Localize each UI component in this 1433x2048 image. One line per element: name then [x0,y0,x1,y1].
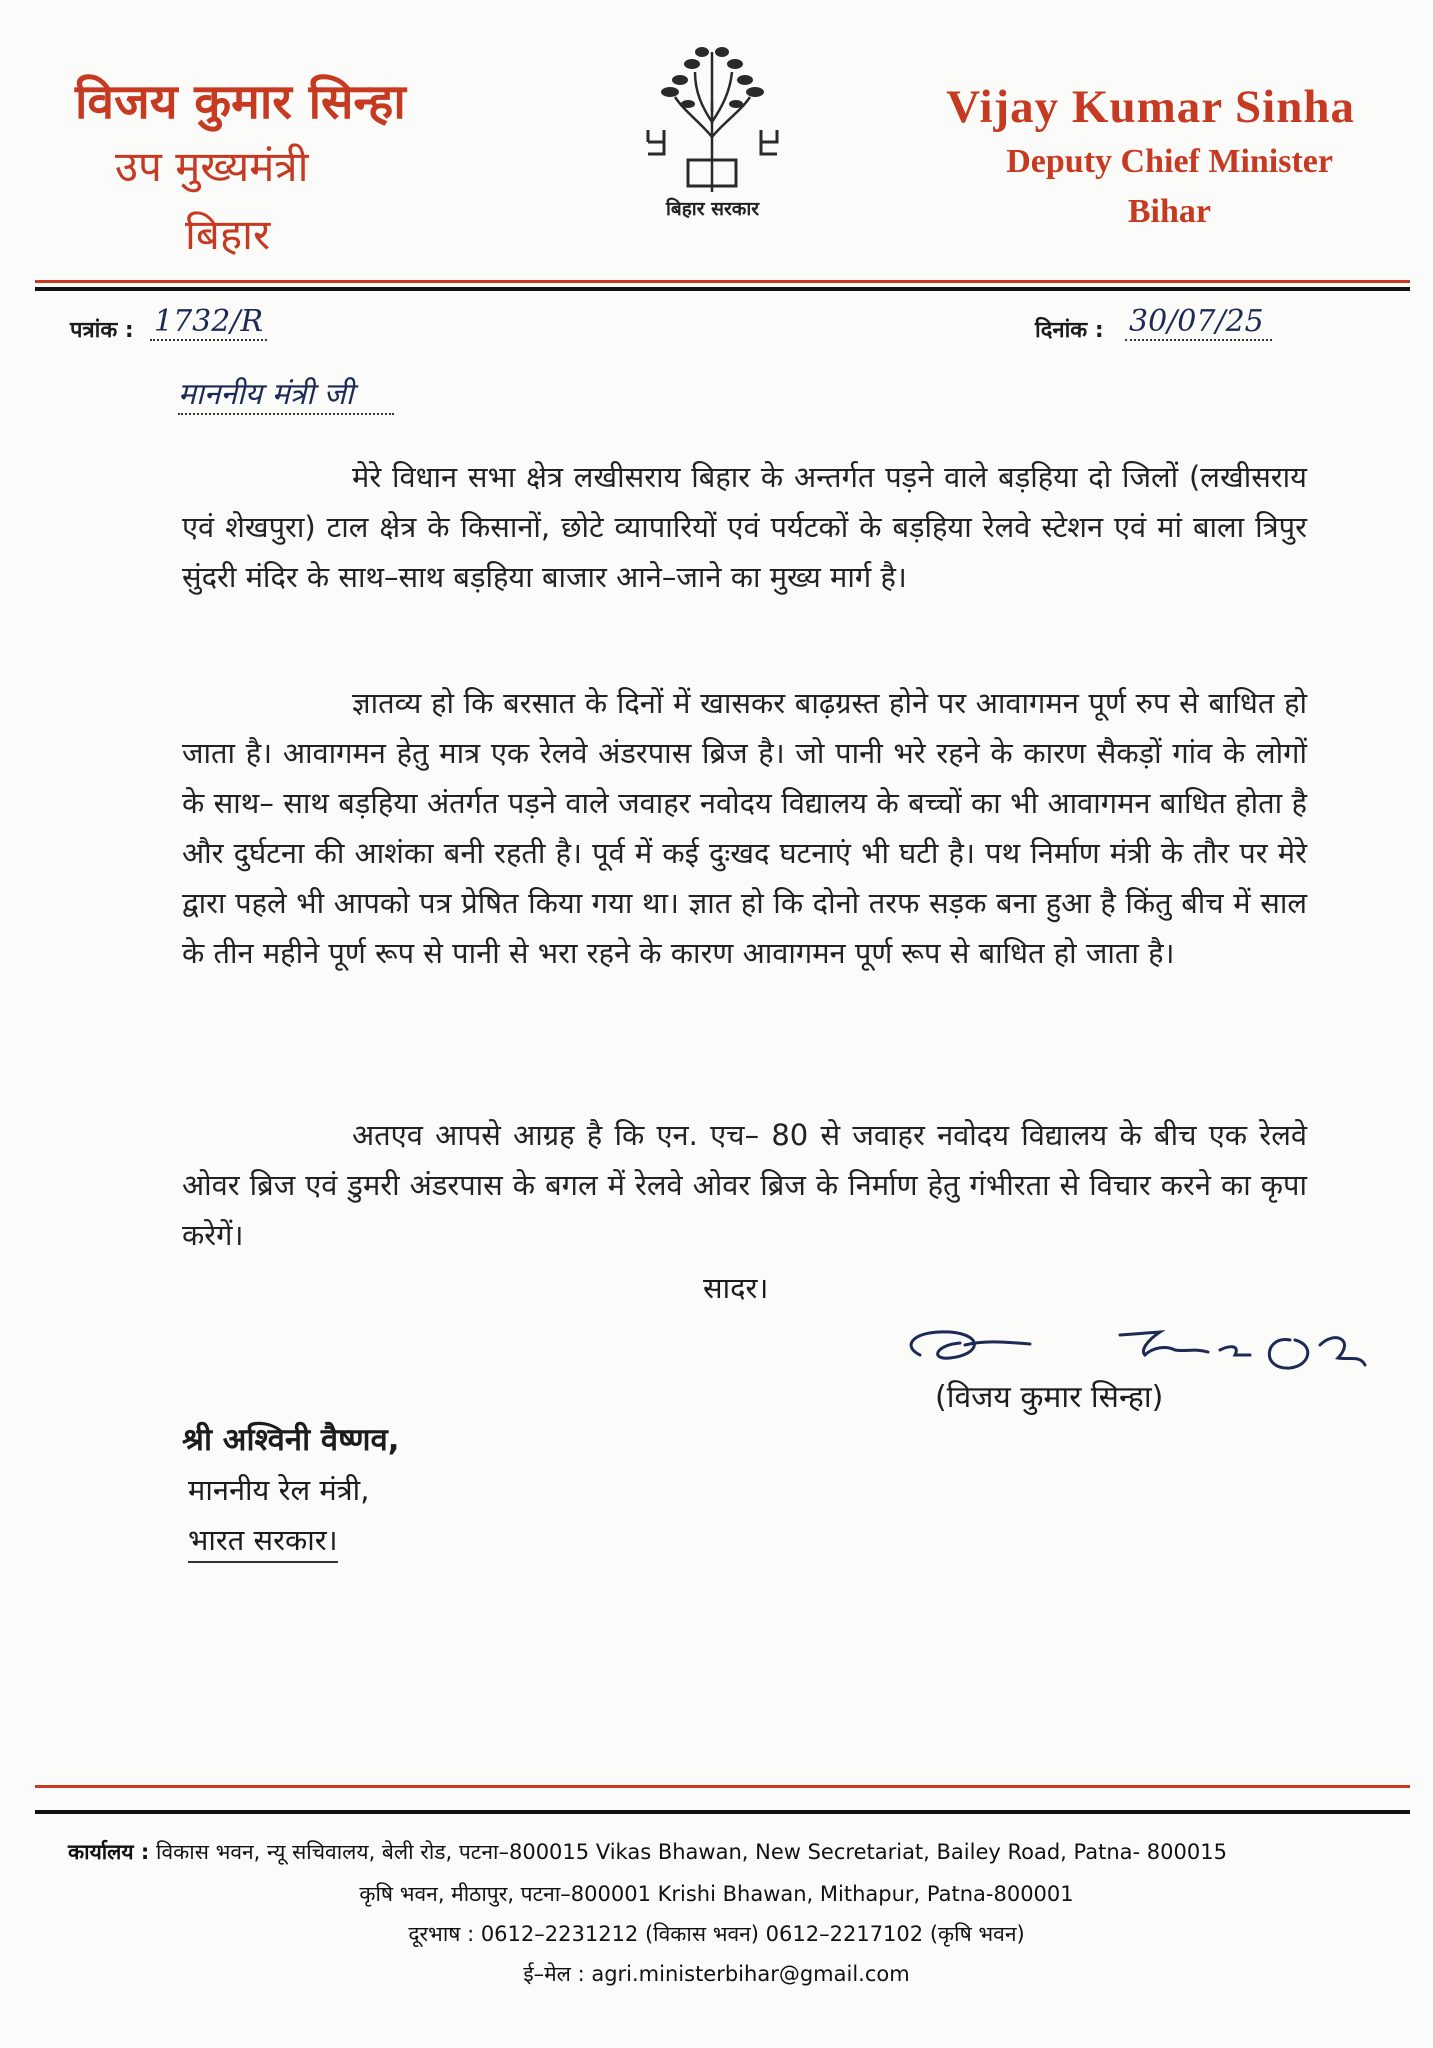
name-hindi: विजय कुमार सिन्हा [75,74,406,130]
emblem-caption: बिहार सरकार [665,198,760,220]
footer-office-address-1: विकास भवन, न्यू सचिवालय, बेली रोड, पटना–800015 Vikas Bhawan, New Secretariat, Bailey Road, Patna- 800015 [156,1840,1227,1864]
footer-office-line [68,1838,1227,1866]
recipient-designation: माननीय रेल मंत्री, [188,1473,370,1507]
ref-number: 1732/R [150,304,267,341]
header-divider-red [35,280,1410,283]
closing: सादर। [703,1271,769,1305]
body-paragraph-2: ज्ञातव्य हो कि बरसात के दिनों में खासकर बाढ़ग्रस्त होने पर आवागमन पूर्ण रुप से बाधित हो जाता है। आवागमन हेतु मात्र एक रेलवे अंडरपास ब्रिज है। जो पानी भरे रहने के कारण सैकड़ों गांव के लोगों के साथ– साथ बड़हिया अंतर्गत पड़ने वाले जवाहर नवोदय विद्यालय के बच्चों का भी आवागमन बाधित होता है और दुर्घटना की आशंका बनी रहती है। पूर्व में कई दुःखद घटनाएं भी घटी है। पथ निर्माण मंत्री के तौर पर मेरे द्वारा पहले भी आपको पत्र प्रेषित किया गया था। ज्ञात हो कि दोनो तरफ सड़क बना हुआ है किंतु बीच में साल के तीन महीने पूर्ण रूप से पानी से भरा रहने के कारण आवागमन पूर्ण रूप से बाधित हो जाता है। [182,686,1307,970]
footer-divider-black [35,1810,1410,1814]
signatory-name: (विजय कुमार सिन्हा) [935,1380,1164,1415]
salutation: माननीय मंत्री जी [178,372,394,415]
body-paragraph-3: अतएव आपसे आग्रह है कि एन. एच– 80 से जवाहर नवोदय विद्यालय के बीच एक रेलवे ओवर ब्रिज एवं डुमरी अंडरपास के बगल में रेलवे ओवर ब्रिज के निर्माण हेतु गंभीरता से विचार करने का कृपा करेगें। [182,1118,1307,1252]
date-value: 30/07/25 [1125,304,1272,341]
ref-label: पत्रांक : [70,318,134,343]
footer-office-label: कार्यालय : [68,1840,150,1864]
footer-divider-red [35,1785,1410,1788]
footer-phone: दूरभाष : 0612–2231212 (विकास भवन) 0612–2217102 (कृषि भवन) [408,1922,1025,1946]
designation-english: Deputy Chief Minister [1006,143,1333,180]
designation-hindi: उप मुख्यमंत्री [115,142,309,191]
body-paragraph-1: मेरे विधान सभा क्षेत्र लखीसराय बिहार के अन्तर्गत पड़ने वाले बड़हिया दो जिलों (लखीसराय एवं शेखपुरा) टाल क्षेत्र के किसानों, छोटे व्यापारियों एवं पर्यटकों के बड़हिया रेलवे स्टेशन एवं मां बाला त्रिपुर सुंदरी मंदिर के साथ–साथ बड़हिया बाजार आने–जाने का मुख्य मार्ग है। [182,460,1307,594]
header-divider-black [35,287,1410,291]
footer-email[interactable]: ई–मेल : agri.ministerbihar@gmail.com [523,1962,910,1986]
date-label: दिनांक : [1035,318,1104,343]
state-hindi: बिहार [185,210,271,259]
state-english: Bihar [1127,193,1211,230]
recipient-name: श्री अश्विनी वैष्णव, [182,1422,400,1458]
recipient-organization: भारत सरकार। [188,1520,338,1563]
footer-office-address-2: कृषि भवन, मीठापुर, पटना–800001 Krishi Bhawan, Mithapur, Patna-800001 [359,1882,1074,1906]
name-english: Vijay Kumar Sinha [946,81,1355,133]
bihar-emblem-icon [640,42,785,192]
